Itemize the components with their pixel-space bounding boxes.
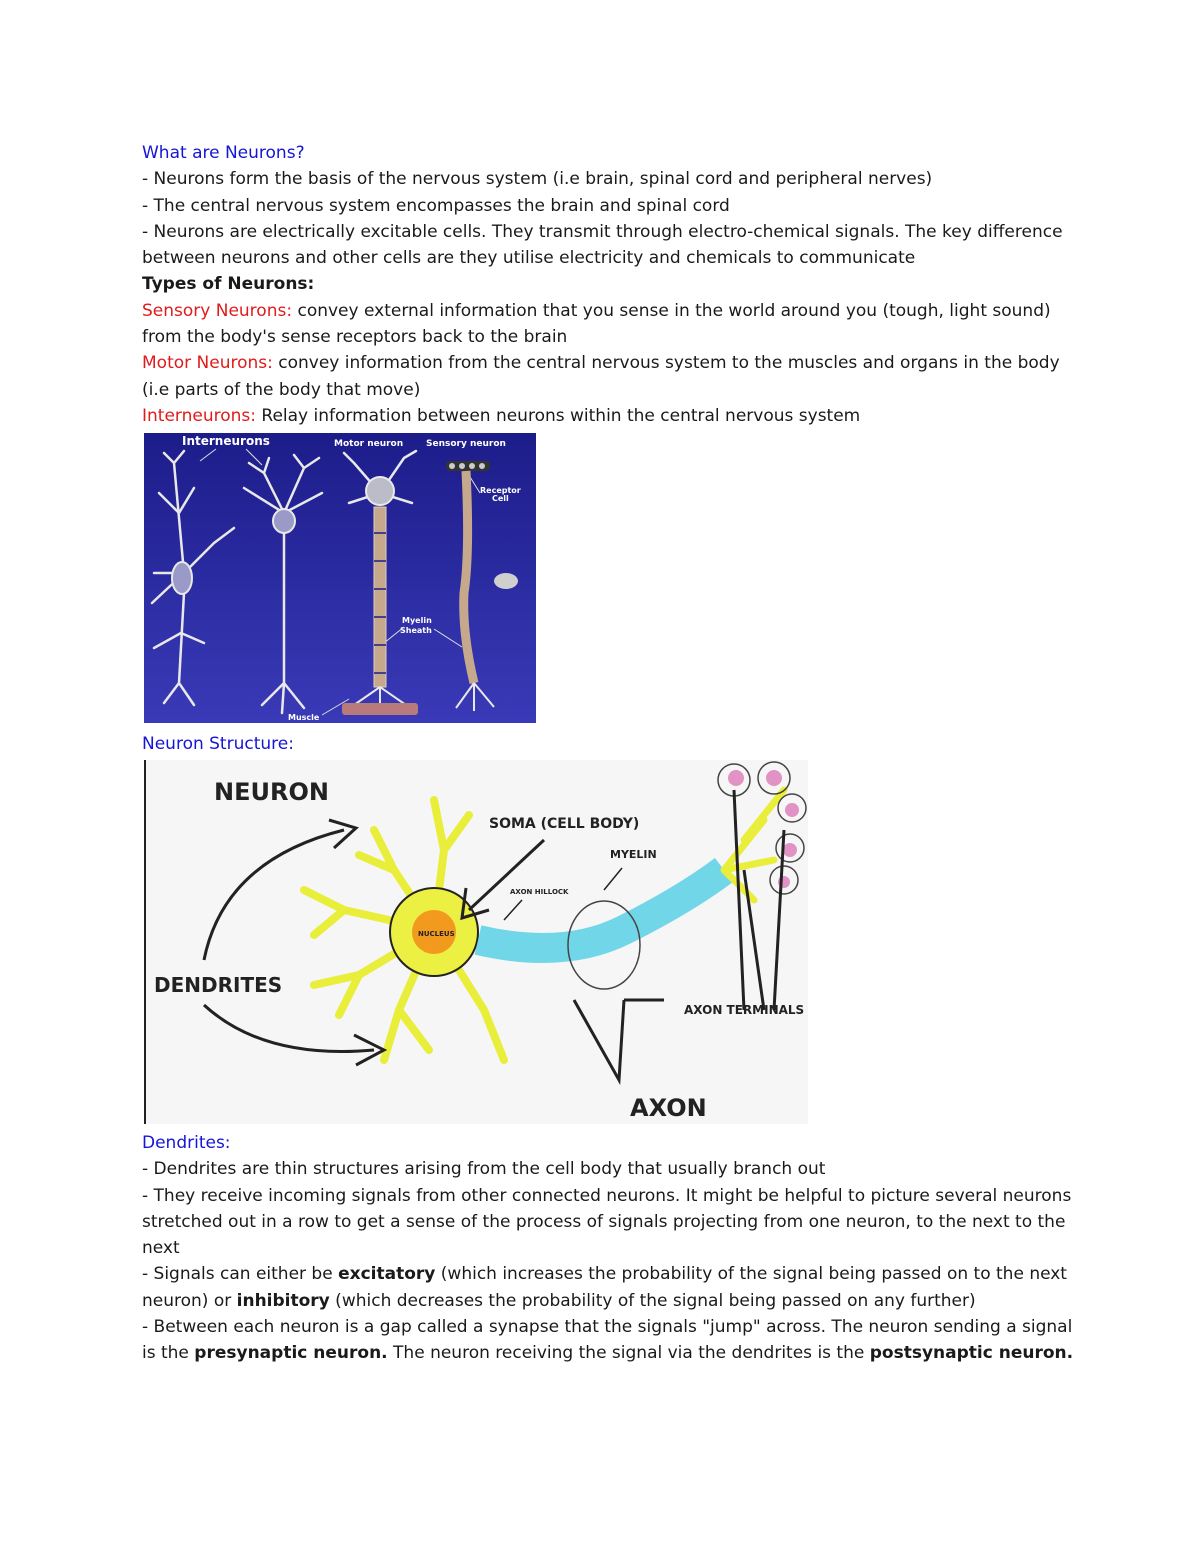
neuron-types-illustration bbox=[144, 433, 536, 723]
bullet-signals bbox=[142, 1261, 1082, 1314]
bullet-synapse bbox=[142, 1314, 1082, 1367]
label-soma: SOMA (CELL BODY) bbox=[489, 816, 640, 832]
term-sensory: Sensory Neurons: bbox=[142, 300, 293, 321]
term-motor: Motor Neurons: bbox=[142, 353, 273, 374]
heading-types-of-neurons: Types of Neurons: bbox=[142, 274, 315, 295]
heading-dendrites: Dendrites: bbox=[142, 1133, 231, 1153]
bullet-excitable: - Neurons are electrically excitable cells. They transmit through electro-chemical signals. The key difference between neurons and other cells are they utilise electricity and chemicals to communicate bbox=[142, 221, 1063, 269]
bullet-cns: - The central nervous system encompasses the brain and spinal cord bbox=[142, 195, 730, 216]
label-muscle: Muscle bbox=[288, 713, 320, 722]
signals-mid: (which increases the probability of the signal being passed on to the next neuron) or bbox=[142, 1264, 1067, 1311]
bullet-neurons-basis: - Neurons form the basis of the nervous system (i.e brain, spinal cord and peripheral nerves) bbox=[142, 169, 933, 190]
label-axon-terminals: AXON TERMINALS bbox=[684, 1003, 805, 1017]
label-nucleus: NUCLEUS bbox=[418, 930, 455, 938]
synapse-pre: - Between each neuron is a gap called a synapse that the signals "jump" across. The neuron sending a signal is the bbox=[142, 1317, 1073, 1364]
desc-motor: convey information from the central nervous system to the muscles and organs in the body (i.e parts of the body that move) bbox=[142, 353, 1060, 400]
label-dendrites: DENDRITES bbox=[154, 973, 283, 997]
type-motor bbox=[142, 350, 1077, 403]
heading-neuron-structure: Neuron Structure: bbox=[142, 734, 294, 754]
label-neuron-title: NEURON bbox=[214, 778, 329, 806]
term-postsynaptic: postsynaptic neuron. bbox=[869, 1343, 1074, 1364]
label-motor-neuron: Motor neuron bbox=[334, 439, 404, 449]
label-axon-hillock: AXON HILLOCK bbox=[510, 888, 569, 896]
neuron-structure-diagram bbox=[144, 760, 808, 1124]
term-excitatory: excitatory bbox=[338, 1264, 436, 1285]
bullet-dendrites-thin: - Dendrites are thin structures arising from the cell body that usually branch out bbox=[142, 1159, 826, 1180]
signals-pre: - Signals can either be bbox=[142, 1264, 339, 1285]
section-dendrites bbox=[142, 1130, 1082, 1367]
term-inhibitory: inhibitory bbox=[236, 1290, 330, 1311]
label-interneurons: Interneurons bbox=[182, 434, 270, 448]
desc-inter: Relay information between neurons within the central nervous system bbox=[256, 405, 861, 426]
label-myelin: Myelin bbox=[402, 616, 432, 625]
label-sheath: Sheath bbox=[400, 626, 432, 635]
term-inter: Interneurons: bbox=[142, 405, 256, 426]
synapse-mid: The neuron receiving the signal via the dendrites is the bbox=[387, 1343, 870, 1364]
label-receptor: Receptor bbox=[480, 486, 521, 495]
label-axon: AXON bbox=[630, 1094, 707, 1122]
label-sensory-neuron: Sensory neuron bbox=[426, 439, 506, 449]
figure-neuron-types bbox=[144, 433, 536, 723]
desc-sensory: convey external information that you sense in the world around you (tough, light sound) from the body's sense receptors back to the brain bbox=[142, 300, 1051, 348]
label-myelin: MYELIN bbox=[610, 848, 657, 861]
signals-post: (which decreases the probability of the signal being passed on any further) bbox=[329, 1290, 976, 1311]
bullet-dendrites-receive: - They receive incoming signals from other connected neurons. It might be helpful to picture several neurons stretched out in a row to get a sense of the process of signals projecting from one neuron, to the next to the next bbox=[142, 1185, 1072, 1259]
heading-what-are-neurons: What are Neurons? bbox=[142, 143, 305, 163]
term-presynaptic: presynaptic neuron. bbox=[194, 1343, 388, 1364]
type-sensory bbox=[142, 298, 1077, 351]
figure-neuron-structure bbox=[144, 760, 808, 1124]
section-neuron-structure bbox=[142, 731, 294, 757]
type-inter bbox=[142, 403, 1077, 429]
label-cell: Cell bbox=[492, 494, 509, 503]
section-what-are-neurons bbox=[142, 140, 1077, 429]
